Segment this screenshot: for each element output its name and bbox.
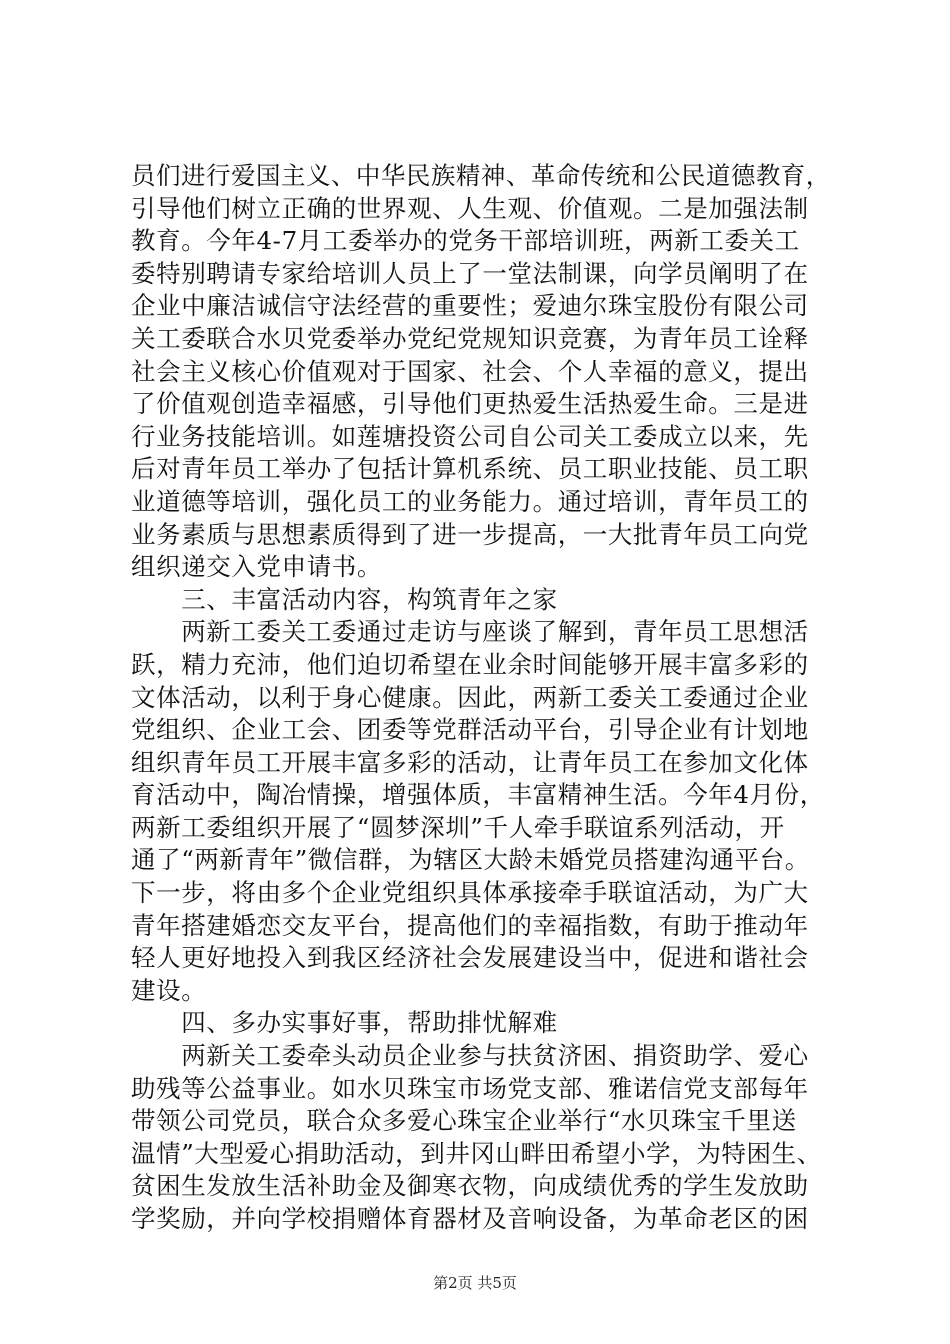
text-line: 业道德等培训，强化员工的业务能力。通过培训，青年员工的 (131, 486, 809, 516)
body-text (131, 160, 831, 1236)
text-line: 下一步，将由多个企业党组织具体承接牵手联谊活动，为广大 (131, 878, 809, 908)
text-line: 引导他们树立正确的世界观、人生观、价值观。二是加强法制 (131, 193, 809, 223)
text-line: 青年搭建婚恋交友平台，提高他们的幸福指数，有助于推动年 (131, 910, 809, 940)
text-line: 通了“两新青年”微信群，为辖区大龄未婚党员搭建沟通平台。 (131, 845, 810, 875)
text-line: 后对青年员工举办了包括计算机系统、员工职业技能、员工职 (131, 454, 809, 484)
text-line: 两新工委关工委通过走访与座谈了解到，青年员工思想活 (131, 617, 809, 647)
text-line: 建设。 (131, 975, 207, 1005)
text-line: 委特别聘请专家给培训人员上了一堂法制课，向学员阐明了在 (131, 258, 809, 288)
text-line: 组织递交入党申请书。 (131, 552, 382, 582)
text-line: 业务素质与思想素质得到了进一步提高，一大批青年员工向党 (131, 519, 809, 549)
text-line: 轻人更好地投入到我区经济社会发展建设当中，促进和谐社会 (131, 943, 809, 973)
text-line: 四、多办实事好事，帮助排忧解难 (131, 1008, 558, 1038)
text-line: 社会主义核心价值观对于国家、社会、个人幸福的意义，提出 (131, 356, 809, 386)
text-line: 三、丰富活动内容，构筑青年之家 (131, 584, 558, 614)
text-line: 助残等公益事业。如水贝珠宝市场党支部、雅诺信党支部每年 (131, 1073, 809, 1103)
text-line: 关工委联合水贝党委举办党纪党规知识竞赛，为青年员工诠释 (131, 323, 809, 353)
text-line: 贫困生发放生活补助金及御寒衣物，向成绩优秀的学生发放助 (131, 1171, 809, 1201)
text-line: 两新关工委牵头动员企业参与扶贫济困、捐资助学、爱心 (131, 1041, 809, 1071)
text-line: 了价值观创造幸福感，引导他们更热爱生活热爱生命。三是进 (131, 389, 809, 419)
text-line: 两新工委组织开展了“圆梦深圳”千人牵手联谊系列活动，开 (131, 812, 785, 842)
text-line: 温情”大型爱心捐助活动，到井冈山畔田希望小学，为特困生、 (131, 1138, 822, 1168)
text-line: 学奖励，并向学校捐赠体育器材及音响设备，为革命老区的困 (131, 1204, 809, 1233)
text-line: 党组织、企业工会、团委等党群活动平台，引导企业有计划地 (131, 715, 809, 745)
text-line: 跃，精力充沛，他们迫切希望在业余时间能够开展丰富多彩的 (131, 649, 809, 679)
page-footer: 第2页 共5页 (433, 1274, 517, 1292)
text-line: 企业中廉洁诚信守法经营的重要性；爱迪尔珠宝股份有限公司 (131, 291, 809, 321)
text-line: 带领公司党员，联合众多爱心珠宝企业举行“水贝珠宝千里送 (131, 1106, 797, 1136)
text-line: 育活动中，陶冶情操，增强体质，丰富精神生活。今年4月份， (131, 780, 825, 810)
text-line: 行业务技能培训。如莲塘投资公司自公司关工委成立以来，先 (131, 421, 809, 451)
text-line: 教育。今年4-7月工委举办的党务干部培训班，两新工委关工 (131, 226, 800, 256)
text-line: 组织青年员工开展丰富多彩的活动，让青年员工在参加文化体 (131, 747, 809, 777)
text-line: 文体活动，以利于身心健康。因此，两新工委关工委通过企业 (131, 682, 809, 712)
text-line: 员们进行爱国主义、中华民族精神、革命传统和公民道德教育， (131, 161, 831, 190)
